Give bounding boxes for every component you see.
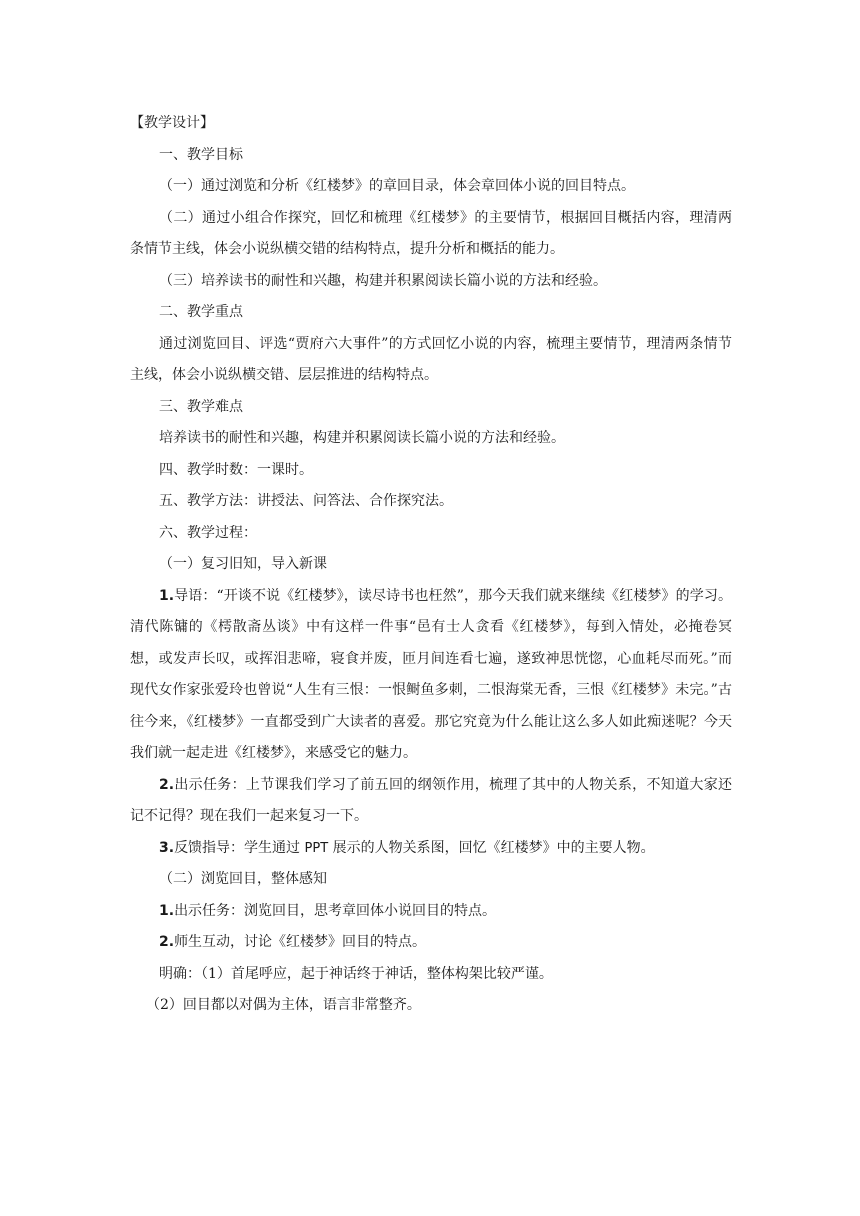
step-2-item-1-number: 1. [159,902,175,919]
step-1-title: （一）复习旧知，导入新课 [159,556,327,572]
step-1-item-3 [130,833,732,865]
objective-2: （二）通过小组合作探究，回忆和梳理《红楼梦》的主要情节，根据回目概括内容，理清两条情节主线，体会小说纵横交错的结构特点，提升分析和概括的能力。 [130,209,732,257]
key-points-text: 通过浏览回目、评选“贾府六大事件”的方式回忆小说的内容，梳理主要情节，理清两条情节主线，体会小说纵横交错、层层推进的结构特点。 [130,335,732,383]
teaching-hours: 四、教学时数：一课时。 [159,461,313,478]
step-1-item-1 [130,581,732,770]
section-heading: 【教学设计】 [130,115,214,131]
step-1-item-2-number: 2. [159,776,175,793]
objectives-title: 一、教学目标 [159,146,243,163]
step-1-item-3-ppt: PPT [304,840,329,856]
clarification-2: （2）回目都以对偶为主体，语言非常整齐。 [146,997,421,1013]
clarification-1: 明确：（1）首尾呼应，起于神话终于神话，整体构架比较严谨。 [159,965,553,982]
objective-3: （三）培养读书的耐性和兴趣，构建并积累阅读长篇小说的方法和经验。 [159,272,607,289]
step-2-title: （二）浏览回目，整体感知 [159,871,327,887]
step-2-item-1 [130,896,732,928]
step-1-item-3-text-post: 展示的人物关系图，回忆《红楼梦》中的主要人物。 [328,839,655,856]
difficulty-text: 培养读书的耐性和兴趣，构建并积累阅读长篇小说的方法和经验。 [159,430,565,446]
step-1-item-3-text-pre: 反馈指导：学生通过 [174,839,305,856]
difficulty-title: 三、教学难点 [159,398,243,415]
step-1-item-1-text: 导语：“开谈不说《红楼梦》，读尽诗书也枉然”，那今天我们就来继续《红楼梦》的学习。清代陈镛的《樗散斋丛谈》中有这样一件事“邑有士人贪看《红楼梦》，每到入情处，必掩卷冥想，或发声长叹，或挥泪悲啼，寝食并废，匝月间连看七遍，遂致神思恍惚，心血耗尽而死。”而现代女作家张爱玲也曾说“人生有三恨：一恨鲥鱼多刺，二恨海棠无香，三恨《红楼梦》未完。”古往今来，《红楼梦》一直都受到广大读者的喜爱。那它究竟为什么能让这么多人如此痴迷呢？今天我们就一起走进《红楼梦》，来感受它的魅力。 [130,587,732,761]
step-1-item-2-text: 出示任务：上节课我们学习了前五回的纲领作用，梳理了其中的人物关系，不知道大家还记不记得？现在我们一起来复习一下。 [130,776,732,824]
step-2-item-2-number: 2. [159,934,175,950]
step-2-item-1-text: 出示任务：浏览回目，思考章回体小说回目的特点。 [174,902,497,919]
document-body [130,108,732,1022]
key-points-title: 二、教学重点 [159,304,243,320]
step-1-item-2 [130,770,732,833]
step-2-item-2-text: 师生互动，讨论《红楼梦》回目的特点。 [174,934,427,950]
process-title: 六、教学过程： [159,524,257,541]
objective-1: （一）通过浏览和分析《红楼梦》的章回目录，体会章回体小说的回目特点。 [159,178,635,194]
teaching-methods: 五、教学方法：讲授法、问答法、合作探究法。 [159,493,453,509]
step-1-item-1-number: 1. [159,587,175,604]
step-2-item-2 [130,927,732,959]
step-1-item-3-number: 3. [159,839,175,856]
